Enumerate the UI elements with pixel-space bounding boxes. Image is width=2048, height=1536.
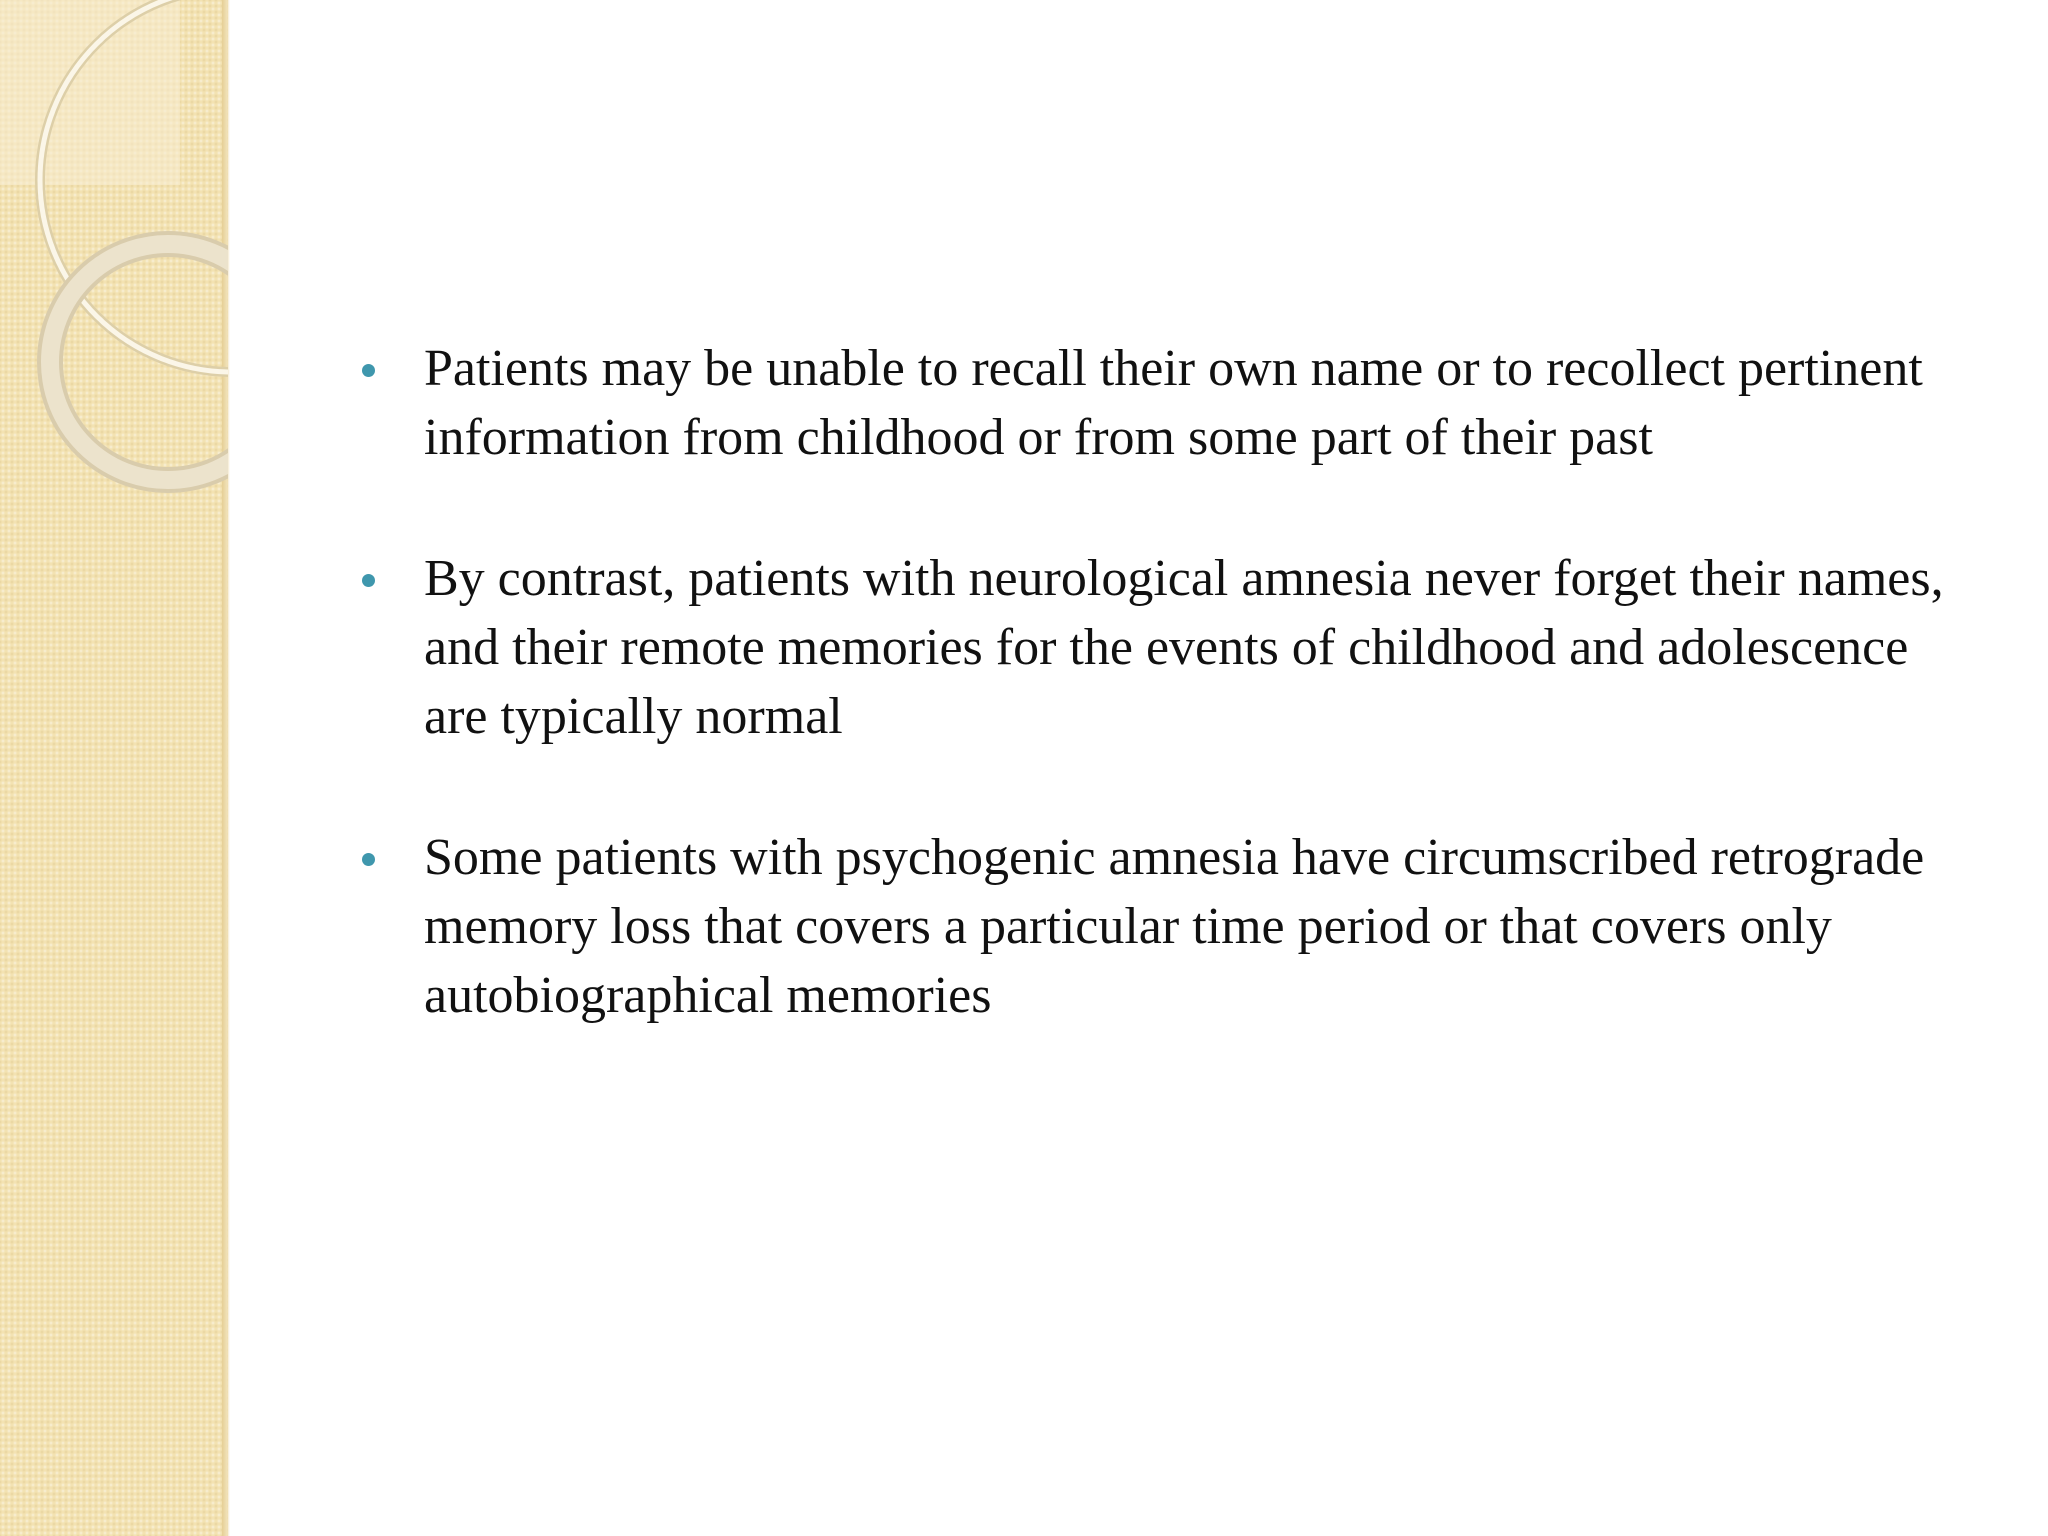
bullet-item (358, 823, 1978, 1030)
bullet-dot-icon (362, 364, 375, 377)
bullet-text: Some patients with psychogenic amnesia have circumscribed retrograde memory loss that covers a particular time period or that covers only autobiographical memories (424, 829, 1925, 1024)
bullet-list (358, 334, 1978, 1030)
bullet-text: Patients may be unable to recall their own name or to recollect pertinent information from childhood or from some part of their past (424, 340, 1923, 466)
bullet-text: By contrast, patients with neurological amnesia never forget their names, and their remote memories for the events of childhood and adolescence are typically normal (424, 550, 1944, 745)
bullet-dot-icon (362, 853, 375, 866)
bullet-dot-icon (362, 574, 375, 587)
bullet-item (358, 544, 1978, 751)
bullet-item (358, 334, 1978, 472)
slide-body (358, 334, 1978, 1102)
decorative-rings-graphic (0, 0, 228, 520)
